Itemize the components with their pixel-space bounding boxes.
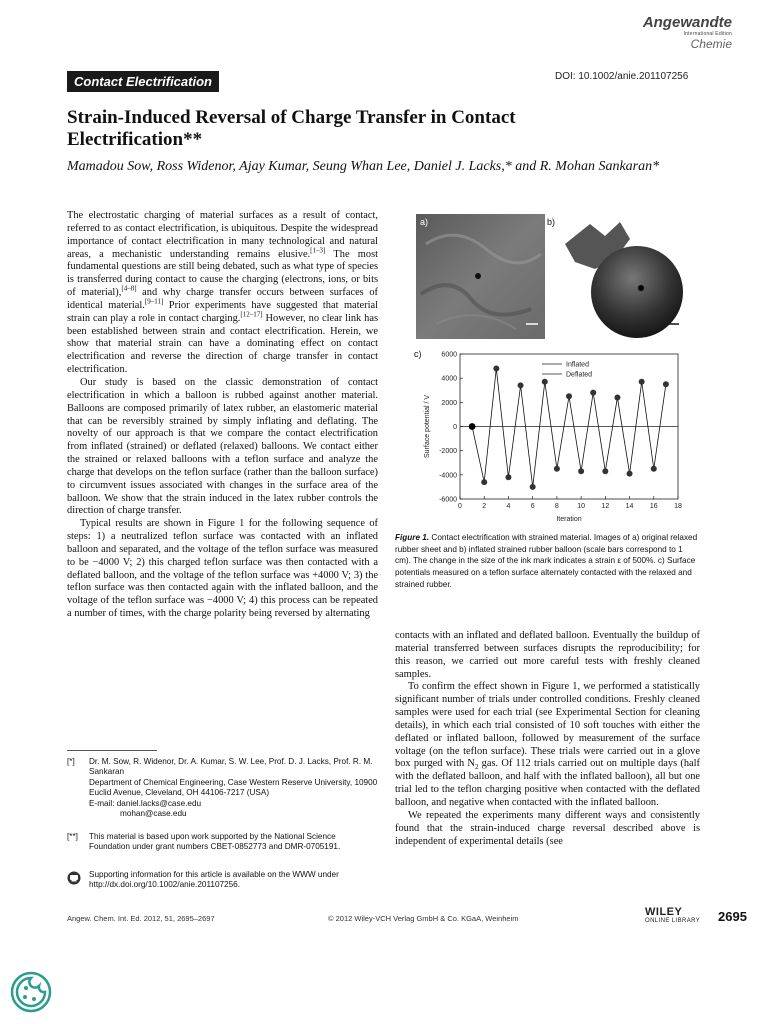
journal-logo-sub: Chemie: [690, 37, 732, 51]
journal-logo-main: Angewandte: [642, 14, 732, 31]
y-tick-label: 2000: [441, 399, 457, 407]
footnote-funding-text: This material is based upon work supported by the National Science Foundation under grant numbers CBET-0852773 and DMR-0705191.: [89, 832, 341, 852]
inflated-point: [602, 468, 608, 474]
body-right-column: [395, 630, 700, 848]
deflated-point: [542, 379, 548, 385]
paragraph: To confirm the effect shown in Figure 1, we performed a statistically significant number of trials under controlled conditions. Freshly cleaned samples were used for each trial (see Experimental Section for cleaning details), in which each trial consisted of 10 soft touches with either the deflated or inflated balloon, followed by measurement of the surface voltage (on the teflon surface). These trials were carried out in a glove box purged with $N_2$ gas. Of 112 trials carried out on multiple days (half with the deflated balloon, and half with the inflated balloon), all but one trial led to the teflon charging positive when contacted with the deflated balloon, and negative when contacted with the inflated balloon.: [395, 681, 700, 808]
wiley-logo[interactable]: [645, 906, 700, 924]
author-list: Mamadou Sow, Ross Widenor, Ajay Kumar, Seung Whan Lee, Daniel J. Lacks,* and R. Mohan Sankaran*: [67, 159, 660, 174]
inflated-point: [578, 468, 584, 474]
y-tick-label: -6000: [439, 496, 457, 504]
series-line: [472, 369, 666, 487]
paragraph: Our study is based on the classic demonstration of contact electrification in which a balloon is rubbed against another material. Balloons are composed primarily of latex rubber, an elastomeric material that can be reversibly strained by simply inflating and deflating. The novelty of our approach is that we compare the contact electrification from inflated (strained) or deflated (relaxed) balloons. We contact either the strained or relaxed balloons with a teflon surface and analyze the charge that develops on the teflon surface (rather than the balloon surface) to circumvent issues associated with changes in the surface area of the balloon. We show that the strain induced in the latex rubber controls the direction of charge transfer.: [67, 376, 378, 517]
footnote-marker: [**]: [67, 832, 78, 841]
panel-a-label: a): [420, 217, 429, 227]
legend-inflated: Inflated: [566, 361, 589, 369]
article-title: Strain-Induced Reversal of Charge Transfer in Contact Electrification**: [67, 107, 516, 150]
deflated-point: [639, 379, 645, 385]
y-tick-label: -2000: [439, 448, 457, 456]
footnote-rule: [67, 750, 157, 751]
footnote-email[interactable]: E-mail: daniel.lacks@case.edu: [89, 798, 202, 808]
x-tick-label: 6: [530, 503, 535, 510]
y-tick-label: 0: [453, 424, 457, 431]
y-tick-label: 4000: [441, 375, 457, 383]
caption-label: Figure 1.: [395, 533, 430, 542]
inflated-point: [481, 479, 487, 485]
y-tick-label: -4000: [439, 472, 457, 480]
journal-logo-small: International Edition: [683, 31, 732, 37]
surface-potential-chart: [412, 346, 694, 534]
x-tick-label: 2: [482, 503, 487, 510]
y-tick-label: 6000: [441, 351, 457, 359]
deflated-point: [614, 395, 620, 401]
footer-journal-citation: Angew. Chem. Int. Ed. 2012, 51, 2695–2697: [67, 914, 215, 923]
page-number: 2695: [718, 909, 747, 924]
footnote-supporting-text[interactable]: Supporting information for this article is available on the WWW under http://dx.doi.org/10.1002/anie.201107256.: [89, 870, 339, 890]
inflated-point: [651, 466, 657, 472]
x-tick-label: 0: [458, 503, 462, 510]
citation[interactable]: [1–3]: [310, 246, 326, 255]
deflated-point: [493, 366, 499, 372]
footer-copyright: © 2012 Wiley-VCH Verlag GmbH & Co. KGaA, Weinheim: [328, 914, 519, 923]
wiley-logo-text: WILEY: [645, 906, 683, 918]
y-axis-label: Surface potential / V: [424, 394, 431, 459]
x-tick-label: 4: [506, 503, 511, 510]
cookie-settings-icon[interactable]: [10, 971, 52, 1013]
x-tick-label: 18: [674, 503, 682, 510]
paragraph: We repeated the experiments many different ways and consistently found that the strain-induced charge reversal described above is independent of experimental details (see: [395, 809, 700, 847]
paragraph: contacts with an inflated and deflated balloon. Eventually the buildup of material transferred between surfaces disrupts the reproducibility; for this reason, we carried out more careful tests with freshly cleaned samples.: [395, 630, 700, 680]
section-tag: Contact Electrification: [67, 71, 219, 92]
doi[interactable]: DOI: 10.1002/anie.201107256: [555, 71, 689, 82]
paragraph: The electrostatic charging of material surfaces as a result of contact, referred to as contact electrification, is ubiquitous. Despite the widespread importance of contact electrification in many technological and natural areas, a mechanistic understanding remains elusive.[1–3] The most fundamental questions are still being debated, such as what type of species is transferred during contact to cause the charging (electrons, ions, or bits of material),[4–8] and why charge transfer occurs between surfaces of identical material.[9–11] Prior experiments have suggested that material strain can play a role in contact charging.[12–17] However, no clear link has been established between strain and contact electrification. Herein, we show that material strain can have a dominating effect on contact electrification and reverse the direction of charge transfer in contact electrification.: [67, 210, 379, 376]
deflated-point: [518, 382, 524, 388]
caption-text: Contact electrification with strained material. Images of a) original relaxed rubber sheet and b) inflated strained rubber balloon (scale bars correspond to 1 cm). The change in the size of the ink mark indicates a strain ε of 500%. c) Surface potentials measured on a teflon surface alternately contacted with the relaxed and strained rubber.: [395, 533, 698, 589]
panel-c-label: c): [414, 349, 422, 359]
body-left-column: [67, 210, 378, 621]
inflated-point: [505, 474, 511, 480]
supporting-info-icon[interactable]: [67, 871, 81, 885]
footnote-author-names: Dr. M. Sow, R. Widenor, Dr. A. Kumar, S. W. Lee, Prof. D. J. Lacks, Prof. R. M. Sankaran: [89, 757, 373, 777]
citation[interactable]: [12–17]: [240, 310, 263, 319]
figure-caption: [395, 532, 700, 591]
footnote-marker: [*]: [67, 757, 75, 766]
footnote-affiliation: Department of Chemical Engineering, Case Western Reserve University, 10900 Euclid Avenue, Cleveland, OH 44106-7217 (USA): [89, 777, 378, 798]
ink-mark: [638, 285, 644, 291]
x-tick-label: 10: [577, 503, 586, 510]
citation[interactable]: [4–8]: [121, 284, 137, 293]
x-tick-label: 16: [649, 503, 658, 510]
x-tick-label: 14: [625, 503, 634, 510]
figure-panel-a: [416, 214, 545, 339]
inflated-point: [554, 466, 560, 472]
ink-mark: [475, 273, 481, 279]
wiley-logo-sub: ONLINE LIBRARY: [645, 918, 701, 924]
citation[interactable]: [9–11]: [144, 297, 164, 306]
deflated-point: [566, 393, 572, 399]
start-point: [469, 423, 476, 430]
inflated-point: [530, 484, 536, 490]
footnote-email[interactable]: mohan@case.edu: [120, 809, 187, 819]
legend-deflated: Deflated: [566, 371, 593, 379]
journal-logo: [643, 14, 732, 51]
x-axis-label: Iteration: [556, 516, 582, 523]
deflated-point: [663, 381, 669, 387]
panel-b-label: b): [547, 217, 556, 227]
figure-panel-b: [545, 214, 685, 339]
inflated-point: [627, 471, 633, 477]
x-tick-label: 12: [601, 503, 610, 510]
x-tick-label: 8: [554, 503, 559, 510]
deflated-point: [590, 390, 596, 396]
paragraph: Typical results are shown in Figure 1 for the following sequence of steps: 1) a neutralized teflon surface was contacted with an inflated balloon and separated, and the voltage of the teflon surface was measured to be −4000 V; 2) this charged teflon surface was then contacted with a deflated balloon, and the voltage of the teflon surface was +4000 V; 3) the teflon surface was then contacted again with the inflated balloon, and the voltage of the teflon surface was −4000 V; 4) this process can be repeated a number of times, with the charge polarity being reversed by alternating: [67, 518, 378, 620]
